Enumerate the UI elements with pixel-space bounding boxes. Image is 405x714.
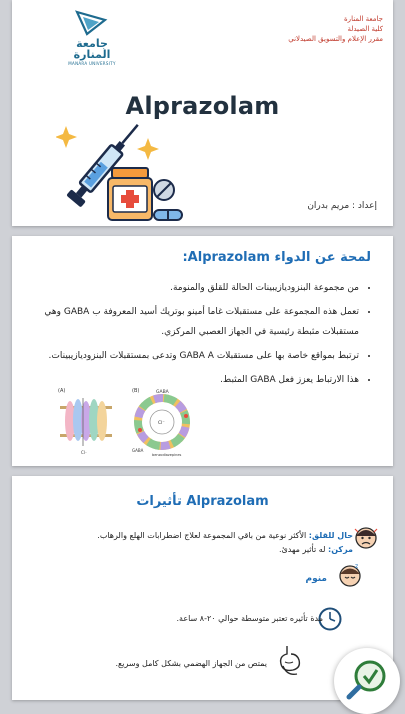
logo-english-text: MANARA UNIVERSITY [68,61,116,66]
anxiolytic-text: الأكثر نوعية من باقي المجموعة لعلاج اضطرابات الهلع والرهاب. [97,531,307,540]
effect-anxiolytic [52,529,353,557]
digestive-system-icon [275,644,305,678]
absorption-text: يمتص من الجهاز الهضمي بشكل كامل وسريع. [115,659,267,668]
diagram-gaba-bottom: GABA [132,448,144,453]
prepared-by: إعداد : مريم بدران [307,201,377,211]
logo-arabic-text: جامعة المنارة [73,37,111,61]
hypnotic-label: منوم [305,574,327,584]
bullet-item: • تعمل هذه المجموعة على مستقبلات غاما أمينو بوتريك أسيد المعروفة ب GABA وهي مستقبلات مثبطة رئيسية في الجهاز العصبي المركزي. [34,302,359,342]
relaxant-text: له تأثير مهدئ. [278,545,326,554]
manara-logo-icon [75,10,109,36]
university-logo [68,10,116,66]
diagram-label-b: (B) [132,388,140,394]
slide-overview [12,236,393,466]
diagram-gaba-top: GABA [156,390,169,395]
relaxant-label: مركن: [328,545,353,554]
effects-title: تأثيرات Alprazolam [136,494,269,509]
uni-line-1: جامعة المنارة [344,15,383,23]
diagram-label-a: (A) [58,388,66,394]
diagram-chloride-label-b: Cl⁻ [158,421,165,426]
medication-illustration [56,116,186,224]
floating-search-button[interactable] [334,648,400,714]
svg-text:z: z [355,563,359,570]
diagram-chloride-label-a: Cl⁻ [81,450,88,455]
anxiolytic-label: حال للقلق: [308,531,353,540]
slide-effects [12,476,393,700]
drug-title: Alprazolam [125,92,280,120]
overview-title: لمحة عن الدواء Alprazolam: [182,250,371,265]
overview-bullets [34,278,373,394]
bullet-item: • هذا الارتباط يعزز فعل GABA المثبط. [34,370,359,390]
slide-title [12,0,393,226]
magnifier-icon [344,656,390,702]
uni-line-2: كلية الصيدلة [347,25,383,33]
diagram-benzo-label: benzodiazepines [152,453,182,457]
university-info [288,14,383,44]
sparkle-icon [56,126,77,148]
anxious-face-icon [353,524,379,550]
gaba-receptor-diagram [56,384,206,458]
bullet-item: • من مجموعة البنزوديازيبينات الحالة للقلق والمنومة. [34,278,359,298]
duration-text: مدة تأثيره تعتبر متوسطة حوالي ٢٠-٨ ساعة. [176,614,323,623]
sleeping-face-icon [337,562,363,588]
sparkle-icon [137,138,159,160]
uni-line-3: مقرر الإعلام والتسويق الصيدلاني [288,35,383,43]
bullet-item: • ترتبط بمواقع خاصة بها على مستقبلات GABA A وتدعى بمستقبلات البنزوديازيبينات. [34,346,359,366]
